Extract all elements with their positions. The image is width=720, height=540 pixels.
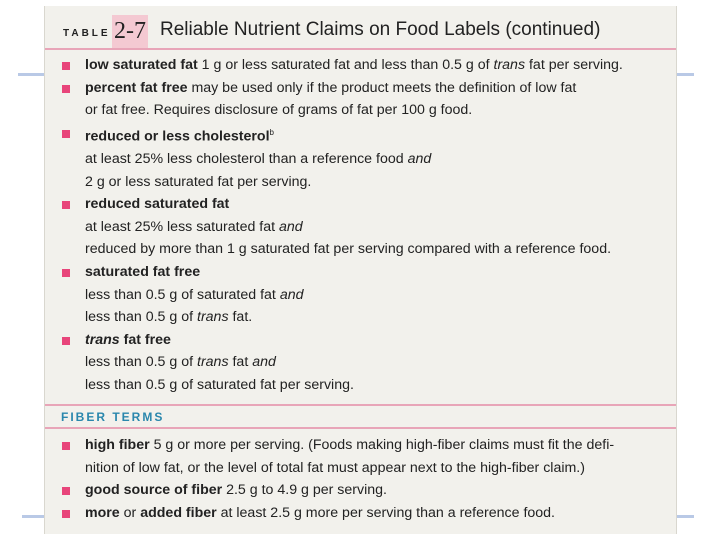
fiber-heading-divider: [45, 427, 676, 429]
claim-text: 1 g or less saturated fat and less than 0.5 g of: [197, 57, 494, 73]
claim-line: [85, 284, 676, 307]
table-title: Reliable Nutrient Claims on Food Labels (continued): [160, 19, 601, 40]
claim-text-italic: trans: [197, 309, 229, 326]
bullet-icon: [62, 510, 70, 518]
claim-line: [85, 148, 676, 171]
claim-line: 2 g or less saturated fat per serving.: [85, 173, 312, 190]
claim-term: reduced or less cholesterol: [85, 128, 270, 145]
bullet-icon: [62, 337, 70, 345]
claim-line: [85, 77, 676, 100]
claim-line: [85, 479, 676, 502]
claim-term: more: [85, 504, 120, 521]
claim-text: 2.5 g to 4.9 g per serving.: [222, 482, 387, 499]
bullet-icon: [62, 487, 70, 495]
claim-line: reduced by more than 1 g saturated fat per serving compared with a reference food.: [85, 241, 612, 258]
bullet-icon: [62, 442, 70, 450]
claim-term: high fiber: [85, 437, 150, 453]
footnote-marker: b: [269, 127, 274, 137]
claim-text: fat.: [228, 309, 253, 326]
claim-text: fat: [228, 354, 253, 371]
claim-text-italic: trans: [197, 354, 229, 371]
fiber-claim-item: [45, 434, 676, 479]
claim-text-italic: and: [279, 286, 304, 303]
fiber-claim-item: [45, 502, 676, 525]
bullet-icon: [62, 62, 70, 70]
table-label: TABLE: [63, 28, 111, 39]
claim-text: may be used only if the product meets the definition of low fat: [187, 79, 577, 96]
claim-line: [85, 502, 676, 525]
claim-term: reduced saturated fat: [85, 196, 230, 213]
table-number: 2-7: [112, 15, 148, 49]
bullet-icon: [62, 201, 70, 209]
claim-item: [45, 54, 676, 77]
claim-text-italic: trans: [493, 57, 526, 73]
claim-line: [85, 122, 676, 148]
claim-text: less than 0.5 g of: [85, 309, 197, 326]
claim-term: added fiber: [140, 504, 217, 521]
fiber-claim-item: [45, 479, 676, 502]
claim-item: [45, 122, 676, 194]
claim-text: at least 2.5 g more per serving than a reference food.: [216, 504, 556, 521]
header-divider: [45, 48, 676, 50]
claim-item: [45, 329, 676, 397]
claim-text: or: [119, 504, 141, 521]
claim-item: [45, 77, 676, 122]
claim-text: at least 25% less saturated fat: [85, 218, 280, 235]
claim-term: fat free: [119, 331, 171, 348]
claim-line: [85, 329, 676, 352]
claims-list: [45, 54, 676, 397]
claim-line: [85, 54, 676, 77]
claim-line: or fat free. Requires disclosure of grams of fat per 100 g food.: [85, 102, 473, 119]
claim-text-italic: and: [252, 354, 276, 371]
claim-term: saturated fat free: [85, 264, 201, 281]
claim-line: [85, 216, 676, 239]
claim-text: less than 0.5 g of: [85, 354, 197, 371]
fiber-terms-heading: FIBER TERMS: [61, 410, 165, 424]
nutrient-claims-table: [44, 6, 677, 534]
section-divider: [45, 404, 676, 406]
claim-text: fat per serving.: [525, 57, 623, 73]
fiber-claims-list: [45, 434, 676, 524]
claim-text-italic: and: [279, 218, 303, 235]
claim-term: percent fat free: [85, 79, 188, 96]
bullet-icon: [62, 269, 70, 277]
claim-item: [45, 261, 676, 329]
claim-line: nition of low fat, or the level of total fat must appear next to the high-fiber claim.): [85, 459, 585, 476]
claim-line: less than 0.5 g of saturated fat per serving.: [85, 377, 354, 394]
claim-term: good source of fiber: [85, 482, 223, 499]
claim-term: low saturated fat: [85, 57, 198, 73]
claim-text: at least 25% less cholesterol than a reference food: [85, 151, 408, 168]
claim-text: 5 g or more per serving. (Foods making high-fiber claims must fit the defi-: [149, 437, 615, 453]
claim-line: [85, 306, 676, 329]
claim-text: less than 0.5 g of saturated fat: [85, 286, 280, 303]
claim-text-italic: and: [407, 151, 432, 168]
claim-line: [85, 434, 676, 457]
claim-term-italic: trans: [85, 331, 120, 348]
bullet-icon: [62, 130, 70, 138]
claim-line: [85, 193, 676, 216]
table-header: [45, 10, 676, 48]
claim-item: [45, 193, 676, 261]
claim-line: [85, 261, 676, 284]
claim-line: [85, 351, 676, 374]
bullet-icon: [62, 85, 70, 93]
